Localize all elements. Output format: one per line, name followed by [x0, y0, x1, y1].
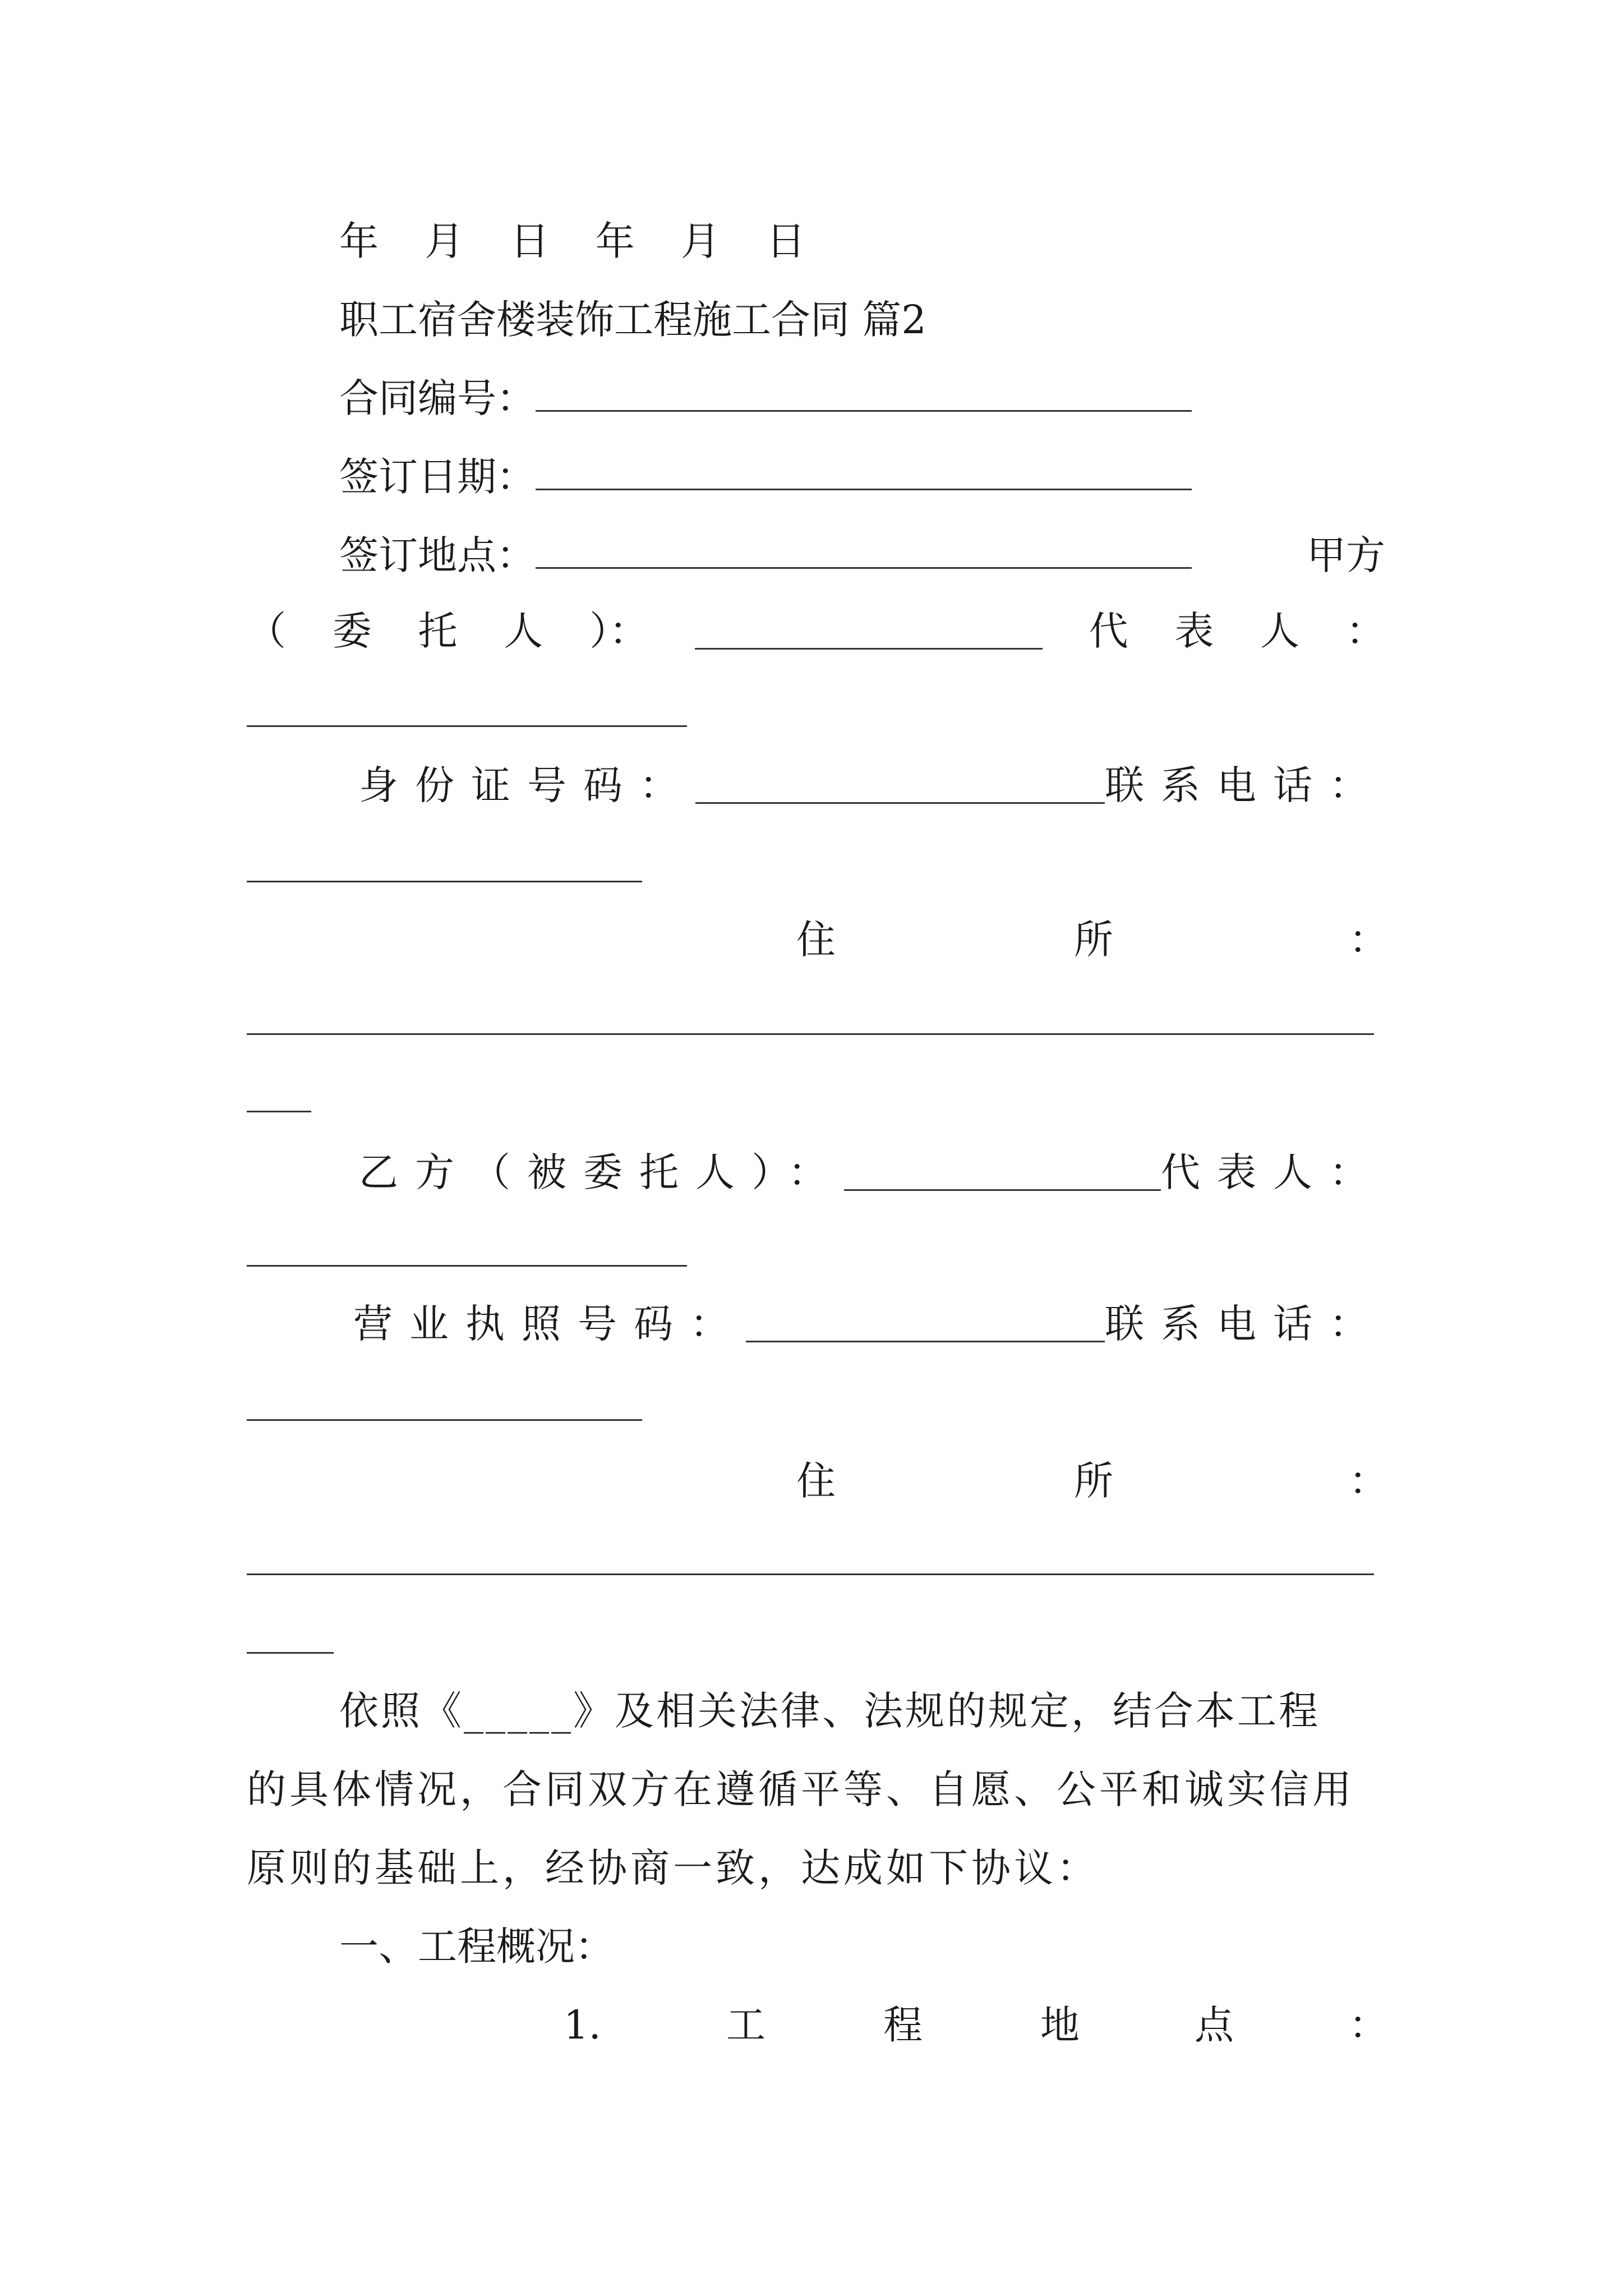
page-title: 职工宿舍楼装饰工程施工合同 篇2 [339, 297, 926, 343]
item-colon: ： [1349, 2002, 1388, 2048]
address-char: 所 [1074, 917, 1113, 963]
address-char: 住 [796, 1458, 836, 1504]
rep-char: 代 [1089, 608, 1128, 654]
sign-place-row [339, 527, 1385, 583]
body-paragraph-line: 依照《_____》及相关法律、法规的规定，结合本工程 [339, 1688, 1320, 1734]
entrust-char: 托 [418, 608, 458, 654]
item-char: 点 [1195, 2002, 1234, 2048]
rep-char: 表 [1174, 608, 1214, 654]
sign-date-row [339, 449, 1385, 505]
contract-no-label: 合同编号： [339, 375, 536, 421]
phone-b-label: 联系电话： [1105, 1301, 1385, 1347]
item-number: 1. [564, 2002, 601, 2048]
phone-b-field[interactable] [247, 1419, 642, 1421]
item-row [247, 1997, 1388, 2053]
address-a-row [247, 912, 1388, 968]
phone-label: 联系电话： [1105, 762, 1385, 808]
section-heading: 一、工程概况： [339, 1924, 614, 1970]
rep-colon: ： [1345, 608, 1385, 654]
id-row [359, 757, 1385, 813]
license-row [353, 1296, 1385, 1352]
address-a-field-cont[interactable] [247, 1111, 311, 1112]
sign-date-label: 签订日期： [339, 454, 536, 500]
address-char: 所 [1074, 1458, 1113, 1504]
entrust-paren-open: （ [247, 608, 286, 654]
party-a-rep-field[interactable] [247, 725, 687, 727]
rep-char: 人 [1260, 608, 1300, 654]
party-a-label: 甲方 [1307, 532, 1385, 578]
item-char: 程 [883, 2002, 923, 2048]
date-line: 年 月 日 年 月 日 [339, 218, 823, 264]
contract-no-field[interactable] [536, 375, 1192, 412]
party-a-name-field[interactable] [695, 613, 1043, 650]
item-char: 工 [726, 2002, 766, 2048]
entrust-char: 委 [332, 608, 372, 654]
sign-place-field[interactable] [536, 532, 1192, 569]
license-field[interactable] [746, 1306, 1105, 1342]
address-b-row [247, 1453, 1388, 1509]
entrust-char: 人 [504, 608, 543, 654]
party-b-label: 乙方（被委托人）： [359, 1149, 844, 1195]
address-b-field-cont[interactable] [247, 1652, 334, 1654]
body-paragraph-line: 原则的基础上，经协商一致，达成如下协议： [247, 1845, 1099, 1891]
address-char: 住 [796, 917, 836, 963]
body-paragraph-line: 的具体情况，合同双方在遵循平等、自愿、公平和诚实信用 [247, 1766, 1355, 1812]
entrust-paren-close: ）： [589, 608, 649, 654]
id-field[interactable] [695, 767, 1105, 804]
party-a-entrust-row [247, 603, 1385, 659]
sign-date-field[interactable] [536, 454, 1192, 490]
contract-no-row [339, 370, 1385, 426]
item-char: 地 [1040, 2002, 1080, 2048]
address-b-field[interactable] [247, 1573, 1374, 1575]
address-colon: ： [1349, 917, 1388, 963]
party-b-rep-field[interactable] [247, 1265, 687, 1267]
party-b-row [359, 1144, 1385, 1200]
id-label: 身份证号码： [359, 762, 695, 808]
address-colon: ： [1349, 1458, 1388, 1504]
license-label: 营业执照号码： [353, 1301, 746, 1347]
party-b-name-field[interactable] [844, 1154, 1161, 1191]
sign-place-label: 签订地点： [339, 532, 536, 578]
address-a-field[interactable] [247, 1033, 1374, 1035]
party-b-rep-label: 代表人： [1161, 1149, 1385, 1195]
phone-field[interactable] [247, 881, 642, 882]
